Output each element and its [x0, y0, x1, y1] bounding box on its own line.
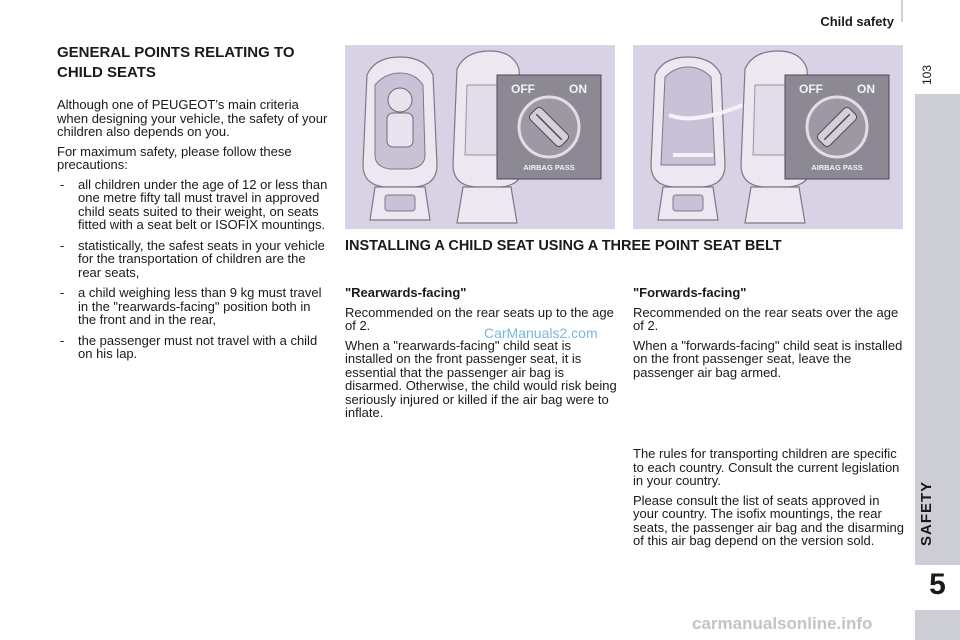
chapter-number: 5: [929, 568, 946, 601]
legislation-note: [633, 447, 905, 554]
forwards-facing-text: Recommended on the rear seats over the age of 2.: [633, 304, 899, 333]
forwards-facing-illustration: [633, 45, 903, 229]
chapter-side-tab: [915, 94, 960, 640]
general-section-title: GENERAL POINTS RELATING TO CHILD SEATS: [57, 44, 295, 81]
precautions-list: [57, 178, 329, 361]
list-item: - the passenger must not travel with a child on his lap.: [57, 334, 329, 361]
list-item: - statistically, the safest seats in your vehicle for the transportation of children are the rear seats,: [57, 239, 329, 280]
switch-off-label: OFF: [799, 82, 823, 96]
list-item: - all children under the age of 12 or less than one metre fifty tall must travel in approved child seats suited to their weight, on seats fitted with a seat belt or ISOFIX mountings.: [57, 178, 329, 232]
page-header-title: Child safety: [820, 14, 894, 29]
intro-paragraph: For maximum safety, please follow these precautions:: [57, 143, 292, 172]
forwards-facing-drawing: [633, 45, 903, 229]
installing-section-title: INSTALLING A CHILD SEAT USING A THREE POINT SEAT BELT: [345, 238, 782, 254]
rearwards-facing-text: When a "rearwards-facing" child seat is installed on the front passenger seat, it is essential that the passenger air bag is disarmed. Otherwise, the child would risk being seriously injured or killed if the air bag were to inflate.: [345, 337, 617, 420]
switch-caption: AIRBAG PASS: [811, 163, 863, 172]
rearwards-facing-heading: "Rearwards-facing": [345, 285, 467, 300]
legislation-text: The rules for transporting children are specific to each country. Consult the current legislation in your country.: [633, 446, 900, 488]
list-item: - a child weighing less than 9 kg must travel in the "rearwards-facing" position both in the front and in the rear,: [57, 286, 329, 327]
rearwards-facing-drawing: [345, 45, 615, 229]
page-number: 103: [920, 64, 934, 86]
intro-paragraph: Although one of PEUGEOT’s main criteria when designing your vehicle, the safety of your children also depends on you.: [57, 97, 328, 139]
header-divider: [901, 0, 903, 22]
forwards-facing-section: [633, 286, 908, 385]
forwards-facing-text: When a "forwards-facing" child seat is installed on the front passenger seat, leave the passenger air bag armed.: [633, 337, 903, 380]
watermark-footer: carmanualsonline.info: [692, 614, 873, 633]
general-section-body: [57, 98, 329, 368]
watermark-inline: CarManuals2.com: [484, 325, 598, 341]
rearwards-facing-illustration: [345, 45, 615, 229]
switch-on-label: ON: [857, 82, 875, 96]
rearwards-facing-section: [345, 286, 620, 426]
switch-off-label: OFF: [511, 82, 535, 96]
switch-caption: AIRBAG PASS: [523, 163, 575, 172]
chapter-label: SAFETY: [918, 480, 935, 546]
forwards-facing-heading: "Forwards-facing": [633, 285, 747, 300]
legislation-text: Please consult the list of seats approved in your country. The isofix mountings, the rear seats, the passenger air bag and the disarming of this air bag depend on the version sold.: [633, 492, 905, 548]
switch-on-label: ON: [569, 82, 587, 96]
rearwards-facing-text: Recommended on the rear seats up to the age of 2.: [345, 304, 614, 333]
